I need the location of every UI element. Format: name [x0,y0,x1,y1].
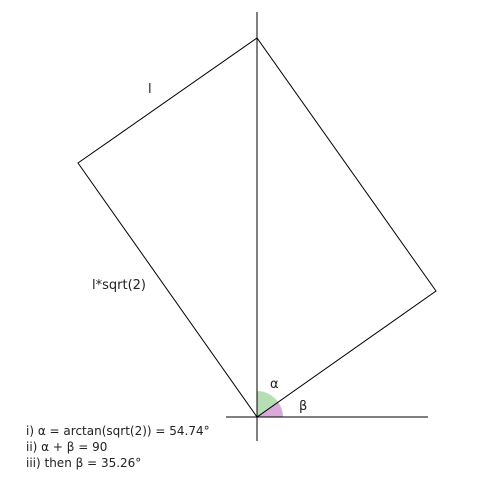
notes-block [26,423,210,471]
left-side-label: l*sqrt(2) [92,278,146,293]
note-line-3: iii) then β = 35.26° [26,456,142,470]
note-line-1: i) α = arctan(sqrt(2)) = 54.74° [26,424,210,438]
alpha-label: α [270,377,279,392]
note-line-2: ii) α + β = 90 [26,440,108,454]
beta-label: β [299,399,308,414]
top-side-label: l [148,82,152,97]
